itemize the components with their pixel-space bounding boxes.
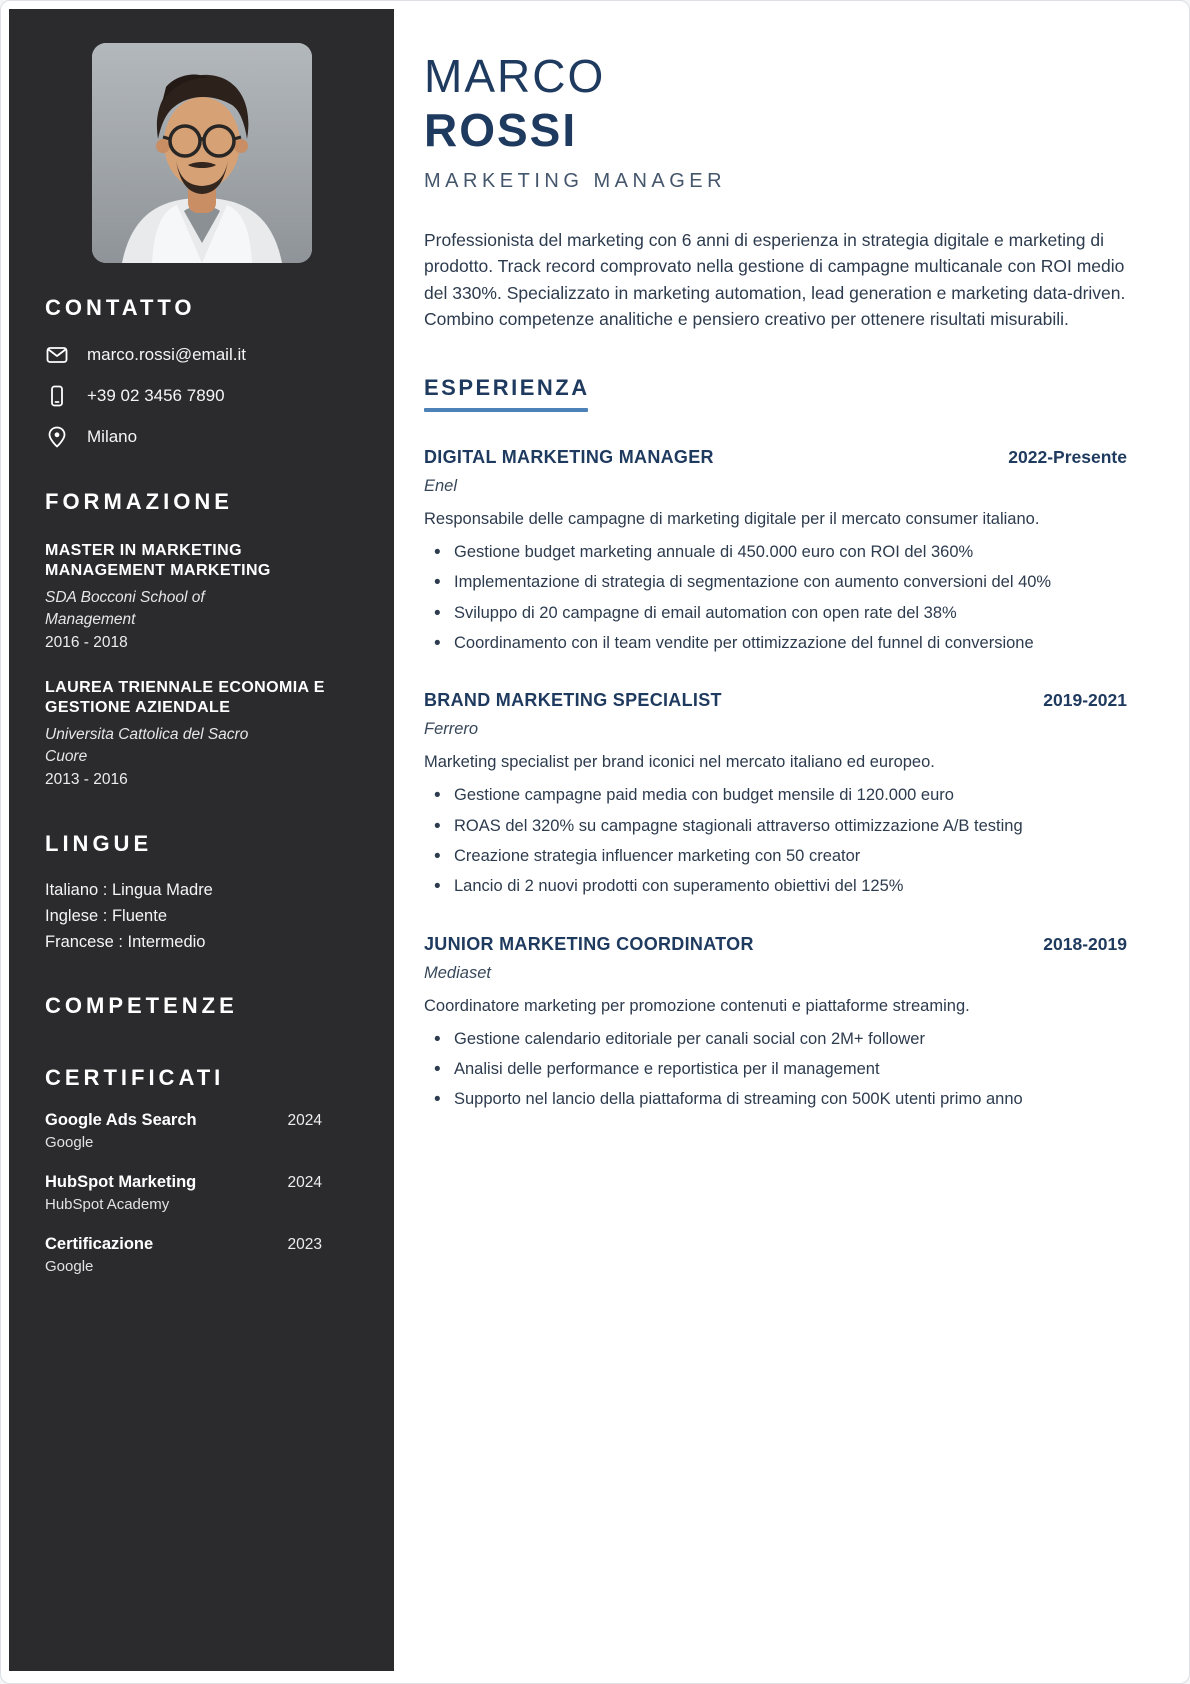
certificate-item <box>45 1235 358 1275</box>
certificate-issuer: Google <box>45 1258 94 1276</box>
certificate-name: Certificazione <box>45 1235 154 1254</box>
education-school: Universita Cattolica del Sacro Cuore <box>45 725 249 765</box>
experience-bullets <box>424 541 1096 656</box>
contact-email-row <box>45 343 358 367</box>
experience-company: Mediaset <box>424 963 491 982</box>
experience-title: BRAND MARKETING SPECIALIST <box>424 690 722 711</box>
skills-heading: COMPETENZE <box>45 993 238 1019</box>
experience-section-header <box>424 375 1127 412</box>
experience-entry <box>424 934 1127 1112</box>
certificates-heading: CERTIFICATI <box>45 1065 225 1091</box>
education-item <box>45 678 358 789</box>
certificate-item <box>45 1173 358 1213</box>
experience-company: Enel <box>424 476 458 495</box>
experience-description: Coordinatore marketing per promozione contenuti e piattaforme streaming. <box>424 996 970 1015</box>
certificate-issuer: HubSpot Academy <box>45 1196 170 1214</box>
certificate-year: 2024 <box>287 1112 322 1130</box>
contact-email: marco.rossi@email.it <box>87 345 246 364</box>
language-item: Italiano : Lingua Madre <box>45 880 213 899</box>
experience-bullet: • Analisi delle performance e reportistica per il management <box>424 1058 1096 1081</box>
candidate-name <box>424 49 1127 158</box>
languages-list <box>45 877 358 955</box>
certificate-name: Google Ads Search <box>45 1111 197 1130</box>
location-icon <box>45 425 69 449</box>
experience-description: Marketing specialist per brand iconici nel mercato italiano ed europeo. <box>424 753 935 772</box>
experience-period: 2018-2019 <box>1043 933 1127 954</box>
experience-period: 2022-Presente <box>1008 446 1127 467</box>
summary-paragraph: Professionista del marketing con 6 anni di esperienza in strategia digitale e marketing di prodotto. Track record comprovato nella gestione di campagne multicanale con ROI medio del 330%. Specializzato in marketing automation, lead generation e marketing data-driven. Combino competenze analitiche e pensiero creativo per ottenere risultati misurabili. <box>424 229 1126 330</box>
experience-entry <box>424 690 1127 898</box>
profile-photo-illustration <box>92 43 312 263</box>
certificates-list <box>45 1111 358 1275</box>
experience-bullet: • Sviluppo di 20 campagne di email automation con open rate del 38% <box>424 602 1096 625</box>
experience-description: Responsabile delle campagne di marketing digitale per il mercato consumer italiano. <box>424 509 1040 528</box>
contact-location: Milano <box>87 427 138 446</box>
certificate-issuer: Google <box>45 1134 94 1152</box>
last-name: ROSSI <box>424 104 578 157</box>
education-years: 2016 - 2018 <box>45 633 128 651</box>
education-item <box>45 541 358 652</box>
contact-location-row <box>45 425 358 449</box>
profile-photo <box>92 43 312 263</box>
experience-entry <box>424 447 1127 655</box>
certificate-year: 2024 <box>287 1174 322 1192</box>
experience-bullet: • ROAS del 320% su campagne stagionali attraverso ottimizzazione A/B testing <box>424 815 1096 838</box>
education-heading: FORMAZIONE <box>45 489 233 514</box>
sidebar <box>9 9 394 1671</box>
experience-title: DIGITAL MARKETING MANAGER <box>424 446 714 467</box>
contact-heading: CONTATTO <box>45 295 196 320</box>
language-item: Francese : Intermedio <box>45 933 206 951</box>
contact-list <box>45 343 358 449</box>
mail-icon <box>45 343 69 367</box>
experience-bullet: • Implementazione di strategia di segmentazione con aumento conversioni del 40% <box>424 571 1096 594</box>
experience-heading-underline <box>424 408 588 412</box>
languages-heading: LINGUE <box>45 830 153 856</box>
experience-bullet: • Lancio di 2 nuovi prodotti con superamento obiettivi del 125% <box>424 875 1096 898</box>
education-years: 2013 - 2016 <box>45 770 128 788</box>
experience-company: Ferrero <box>424 720 479 739</box>
experience-heading: ESPERIENZA <box>424 374 590 400</box>
education-title: MASTER IN MARKETING MANAGEMENT MARKETING <box>45 542 271 580</box>
experience-bullet: • Gestione campagne paid media con budget mensile di 120.000 euro <box>424 784 1096 807</box>
experience-period: 2019-2021 <box>1043 690 1127 711</box>
contact-phone-row <box>45 384 358 408</box>
experience-bullets <box>424 784 1096 899</box>
certificate-item <box>45 1111 358 1151</box>
experience-bullets <box>424 1028 1096 1112</box>
contact-phone: +39 02 3456 7890 <box>87 386 225 405</box>
experience-title: JUNIOR MARKETING COORDINATOR <box>424 933 754 954</box>
language-item: Inglese : Fluente <box>45 906 167 925</box>
education-school: SDA Bocconi School of Management <box>45 588 205 628</box>
experience-bullet: • Gestione budget marketing annuale di 450.000 euro con ROI del 360% <box>424 541 1096 564</box>
experience-bullet: • Supporto nel lancio della piattaforma di streaming con 500K utenti primo anno <box>424 1088 1096 1111</box>
certificate-name: HubSpot Marketing <box>45 1173 197 1192</box>
education-title: LAUREA TRIENNALE ECONOMIA E GESTIONE AZIENDALE <box>45 678 325 717</box>
experience-bullet: • Gestione calendario editoriale per canali social con 2M+ follower <box>424 1028 1096 1051</box>
experience-bullet: • Coordinamento con il team vendite per ottimizzazione del funnel di conversione <box>424 632 1096 655</box>
certificate-year: 2023 <box>287 1236 322 1254</box>
experience-bullet: • Creazione strategia influencer marketing con 50 creator <box>424 845 1096 868</box>
main-content <box>394 9 1181 1671</box>
cv-page <box>9 9 1181 1671</box>
job-title: MARKETING MANAGER <box>424 169 727 192</box>
first-name: MARCO <box>424 50 606 102</box>
phone-icon <box>45 384 69 408</box>
